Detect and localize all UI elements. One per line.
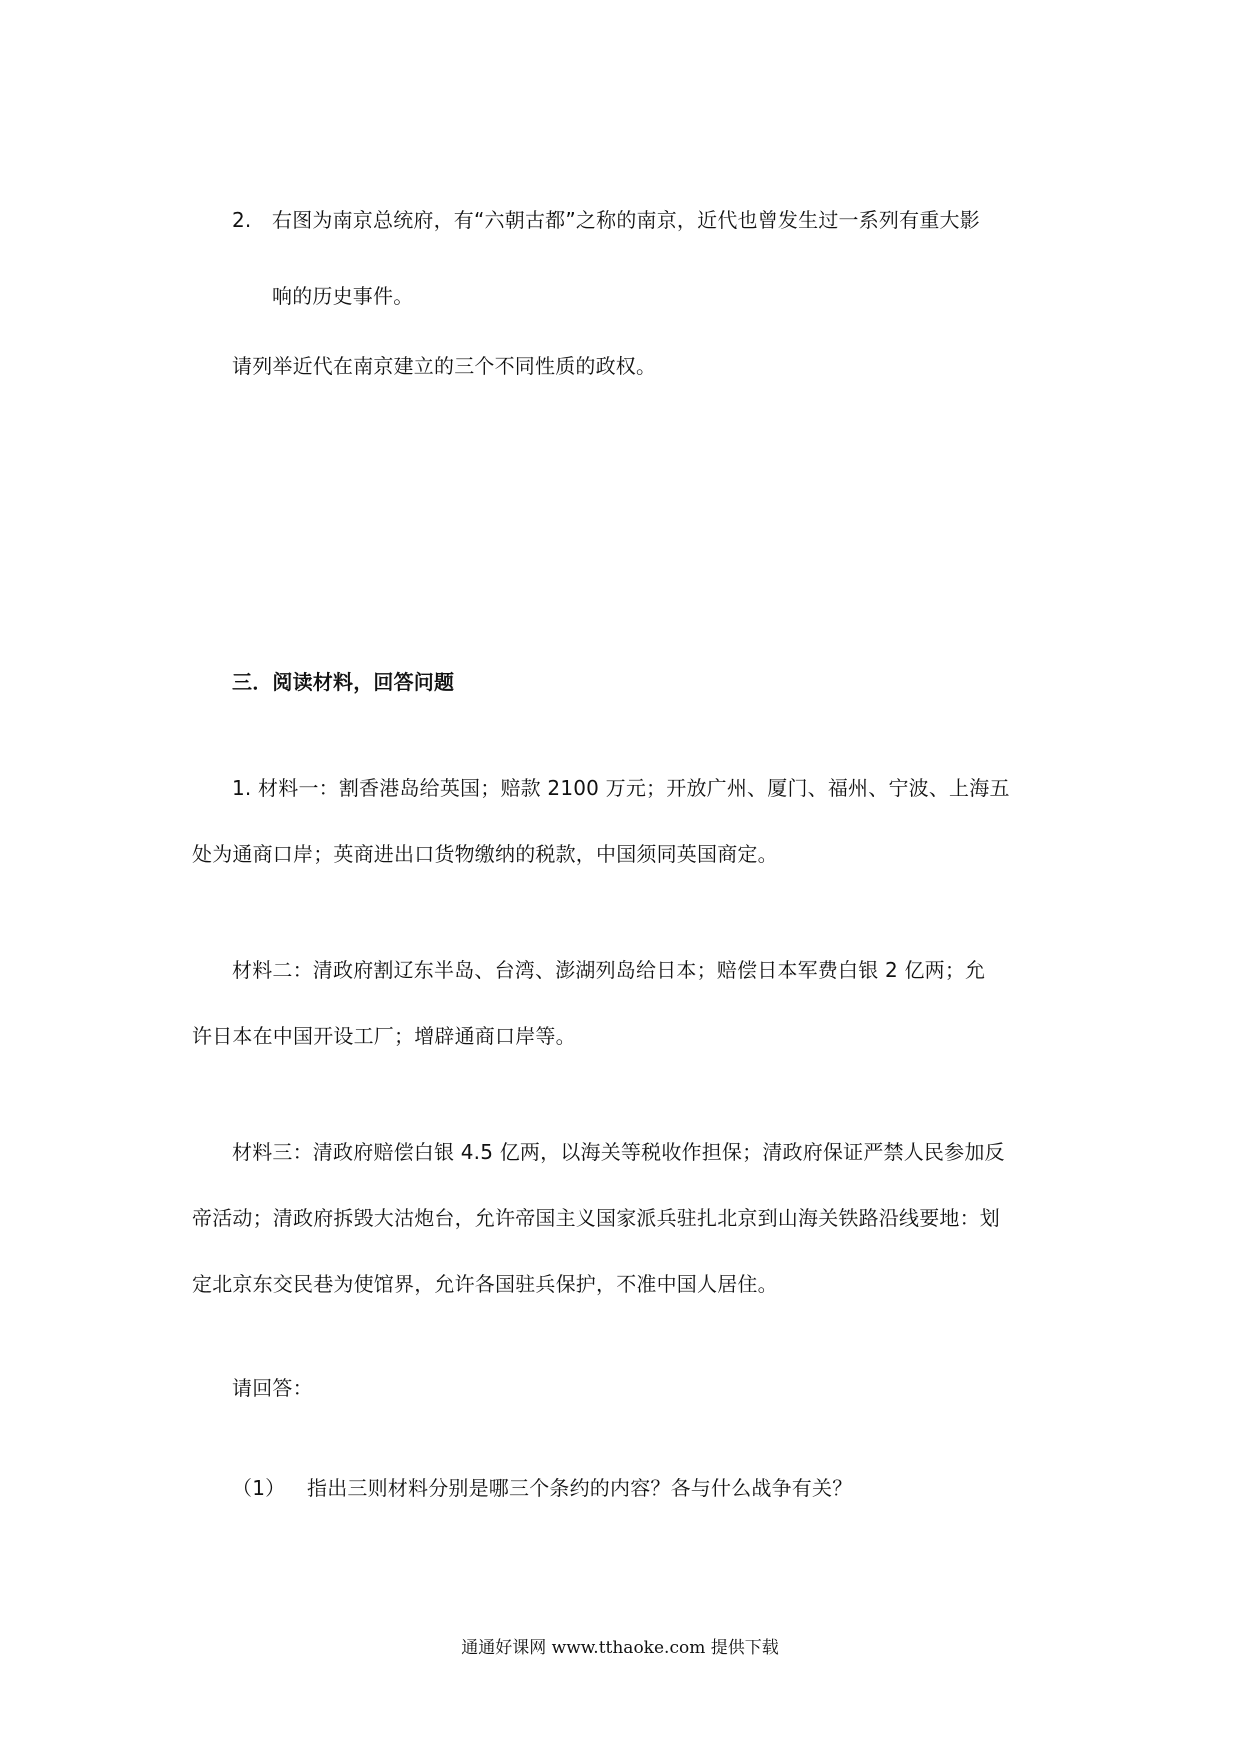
material-3-line-2: 帝活动；清政府拆毁大沽炮台，允许帝国主义国家派兵驻扎北京到山海关铁路沿线要地：划 [192,1206,1000,1230]
material-3-line-3: 定北京东交民巷为使馆界，允许各国驻兵保护，不准中国人居住。 [192,1272,778,1296]
section-3-heading: 三．阅读材料，回答问题 [232,670,455,694]
sub-question-1-text: 指出三则材料分别是哪三个条约的内容？各与什么战争有关？ [307,1476,853,1500]
sub-question-1-number: （1） [232,1476,286,1500]
material-2-line-1: 材料二：清政府割辽东半岛、台湾、澎湖列岛给日本；赔偿日本军费白银 2 亿两；允 [232,958,986,982]
material-1-line-2: 处为通商口岸；英商进出口货物缴纳的税款，中国须同英国商定。 [192,842,778,866]
question-2-text-line-1: 右图为南京总统府，有“六朝古都”之称的南京，近代也曾发生过一系列有重大影 [272,208,980,232]
sub-question-1 [232,1474,852,1502]
question-2-prompt: 请列举近代在南京建立的三个不同性质的政权。 [232,354,657,378]
question-2-line-2: 响的历史事件。 [272,284,414,308]
material-2-line-2: 许日本在中国开设工厂；增辟通商口岸等。 [192,1024,576,1048]
question-2-line-1 [232,206,980,234]
answer-prompt: 请回答： [232,1376,313,1400]
page-footer: 通通好课网 www.tthaoke.com 提供下载 [461,1638,779,1658]
question-2-number: 2. [232,208,252,232]
material-1-line-1: 1. 材料一：割香港岛给英国；赔款 2100 万元；开放广州、厦门、福州、宁波、上海五 [232,776,1010,800]
material-3-line-1: 材料三：清政府赔偿白银 4.5 亿两，以海关等税收作担保；清政府保证严禁人民参加反 [232,1140,1005,1164]
